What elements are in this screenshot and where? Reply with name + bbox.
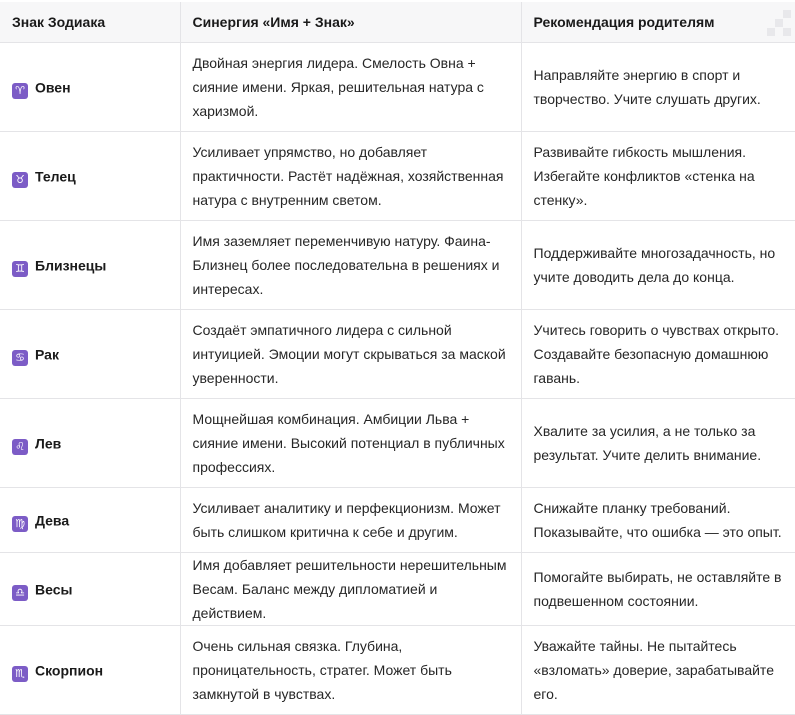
advice-text-line: Помогайте выбирать, не оставляйте в	[533, 569, 782, 585]
synergy-text-line: Создаёт эмпатичного лидера с сильной	[192, 322, 452, 338]
advice-text-line: Хвалите за усилия, а не только за	[533, 423, 756, 439]
zodiac-sign-cell	[0, 399, 180, 488]
zodiac-sign-cell	[0, 553, 180, 626]
synergy-cell	[180, 626, 521, 715]
advice-text-line: Учитесь говорить о чувствах открыто.	[533, 322, 779, 338]
synergy-cell	[180, 553, 521, 626]
synergy-text-line: сияние имени. Высокий потенциал в публичных	[192, 435, 505, 451]
table-row	[0, 553, 795, 626]
synergy-text-line: Весам. Баланс между дипломатией и действием.	[192, 581, 438, 621]
advice-text-line: Уважайте тайны. Не пытайтесь	[533, 638, 737, 654]
synergy-cell	[180, 221, 521, 310]
aries-icon: ♈	[12, 83, 28, 99]
libra-icon: ♎	[12, 585, 28, 601]
cancer-icon: ♋	[12, 350, 28, 366]
synergy-text-line: Имя заземляет переменчивую натуру. Фаина-	[192, 233, 491, 249]
advice-cell	[521, 221, 795, 310]
advice-text-line: гавань.	[533, 370, 581, 386]
table-body	[0, 43, 795, 715]
header-synergy: Синергия «Имя + Знак»	[180, 2, 521, 43]
virgo-icon: ♍	[12, 516, 28, 532]
advice-text-line: Избегайте конфликтов «стенка на	[533, 168, 755, 184]
advice-text-line: Поддерживайте многозадачность, но	[533, 245, 776, 261]
synergy-text-line: Имя добавляет решительности нерешительным	[192, 557, 507, 573]
zodiac-sign-label: Близнецы	[35, 257, 107, 274]
advice-text-line: подвешенном состоянии.	[533, 593, 699, 609]
zodiac-sign-cell	[0, 221, 180, 310]
advice-cell	[521, 488, 795, 553]
advice-text-line: творчество. Учите слушать других.	[533, 91, 761, 107]
synergy-text-line: быть слишком критична к себе и другим.	[192, 524, 458, 540]
zodiac-sign-label: Скорпион	[35, 662, 104, 679]
zodiac-sign-label: Лев	[35, 435, 62, 452]
advice-text-line: результат. Учите делить внимание.	[533, 447, 762, 463]
header-zodiac-sign: Знак Зодиака	[0, 2, 180, 43]
zodiac-sign-cell	[0, 43, 180, 132]
table-row	[0, 43, 795, 132]
synergy-text-line: натура с внутренним светом.	[192, 192, 382, 208]
synergy-cell	[180, 132, 521, 221]
table-row	[0, 488, 795, 553]
table-row	[0, 399, 795, 488]
synergy-text-line: интуицией. Эмоции могут скрываться за маской	[192, 346, 506, 362]
advice-cell	[521, 43, 795, 132]
synergy-text-line: Близнец более последовательна в решениях и	[192, 257, 500, 273]
synergy-text-line: сияние имени. Яркая, решительная натура с	[192, 79, 484, 95]
advice-text-line: Развивайте гибкость мышления.	[533, 144, 747, 160]
advice-cell	[521, 132, 795, 221]
advice-text-line: учите доводить дела до конца.	[533, 269, 735, 285]
advice-text-line: его.	[533, 686, 558, 702]
synergy-text-line: Усиливает аналитику и перфекционизм. Может	[192, 500, 501, 516]
taurus-icon: ♉	[12, 172, 28, 188]
zodiac-sign-cell	[0, 132, 180, 221]
synergy-text-line: проницательность, стратег. Может быть	[192, 662, 452, 678]
synergy-text-line: интересах.	[192, 281, 264, 297]
gemini-icon: ♊	[12, 261, 28, 277]
synergy-text-line: Усиливает упрямство, но добавляет	[192, 144, 428, 160]
zodiac-sign-cell	[0, 310, 180, 399]
synergy-cell	[180, 488, 521, 553]
advice-text-line: Направляйте энергию в спорт и	[533, 67, 741, 83]
advice-text-line: Показывайте, что ошибка — это опыт.	[533, 524, 782, 540]
synergy-cell	[180, 310, 521, 399]
synergy-text-line: Двойная энергия лидера. Смелость Овна +	[192, 55, 476, 71]
table-row	[0, 221, 795, 310]
synergy-text-line: практичности. Растёт надёжная, хозяйственная	[192, 168, 504, 184]
synergy-text-line: Мощнейшая комбинация. Амбиции Льва +	[192, 411, 470, 427]
leo-icon: ♌	[12, 439, 28, 455]
synergy-text-line: харизмой.	[192, 103, 259, 119]
zodiac-sign-label: Овен	[35, 79, 71, 96]
advice-cell	[521, 399, 795, 488]
advice-text-line: «взломать» доверие, зарабатывайте	[533, 662, 774, 678]
synergy-text-line: профессиях.	[192, 459, 276, 475]
advice-cell	[521, 553, 795, 626]
synergy-text-line: замкнутой в чувствах.	[192, 686, 336, 702]
scorpio-icon: ♏	[12, 666, 28, 682]
zodiac-sign-cell	[0, 488, 180, 553]
zodiac-sign-label: Рак	[35, 346, 59, 363]
synergy-cell	[180, 399, 521, 488]
table-row	[0, 626, 795, 715]
zodiac-synergy-table	[0, 2, 795, 715]
scroll-fade-indicator	[767, 10, 791, 36]
advice-text-line: Снижайте планку требований.	[533, 500, 731, 516]
zodiac-sign-cell	[0, 626, 180, 715]
table-row	[0, 310, 795, 399]
advice-cell	[521, 310, 795, 399]
synergy-text-line: Очень сильная связка. Глубина,	[192, 638, 403, 654]
synergy-text-line: уверенности.	[192, 370, 279, 386]
table-row	[0, 132, 795, 221]
zodiac-sign-label: Весы	[35, 581, 73, 598]
advice-cell	[521, 626, 795, 715]
zodiac-sign-label: Дева	[35, 512, 70, 529]
zodiac-sign-label: Телец	[35, 168, 76, 185]
advice-text-line: стенку».	[533, 192, 588, 208]
table-header-row	[0, 2, 795, 43]
header-parent-advice: Рекомендация родителям	[521, 2, 795, 43]
synergy-cell	[180, 43, 521, 132]
advice-text-line: Создавайте безопасную домашнюю	[533, 346, 769, 362]
